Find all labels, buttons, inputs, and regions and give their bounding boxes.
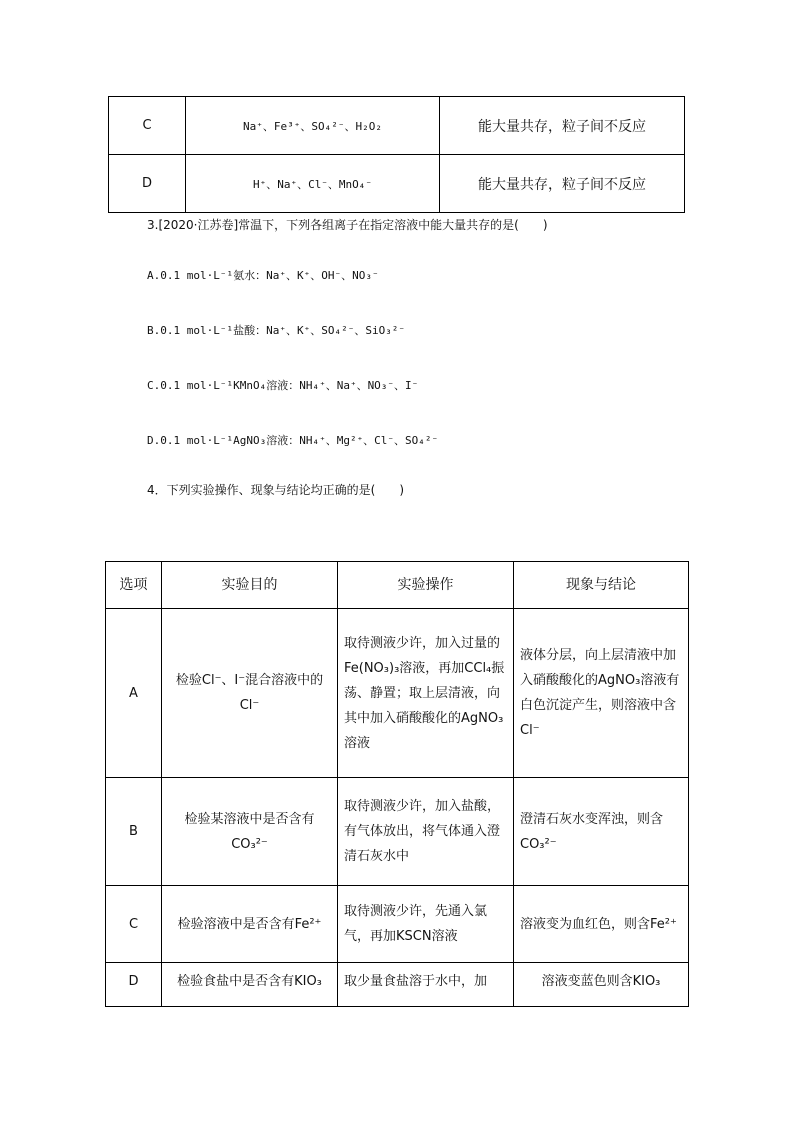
result-cell: 液体分层，向上层清液中加入硝酸酸化的AgNO₃溶液有白色沉淀产生，则溶液中含Cl⁻ bbox=[514, 609, 689, 778]
purpose-cell: 检验Cl⁻、I⁻混合溶液中的Cl⁻ bbox=[162, 609, 338, 778]
table-row bbox=[106, 886, 689, 963]
choice-a: A.0.1 mol·L⁻¹氨水：Na⁺、K⁺、OH⁻、NO₃⁻ bbox=[147, 269, 379, 282]
ion-table bbox=[108, 96, 685, 213]
operation-cell: 取少量食盐溶于水中，加 bbox=[338, 963, 514, 1007]
table-row bbox=[106, 963, 689, 1007]
option-cell: C bbox=[106, 886, 162, 963]
purpose-cell: 检验某溶液中是否含有CO₃²⁻ bbox=[162, 778, 338, 886]
result-cell: 溶液变为血红色，则含Fe²⁺ bbox=[514, 886, 689, 963]
table-row bbox=[109, 155, 685, 213]
option-cell: A bbox=[106, 609, 162, 778]
table-header-row bbox=[106, 562, 689, 609]
option-cell: D bbox=[109, 155, 186, 213]
choice-d: D.0.1 mol·L⁻¹AgNO₃溶液：NH₄⁺、Mg²⁺、Cl⁻、SO₄²⁻ bbox=[147, 434, 439, 447]
table-row bbox=[109, 97, 685, 155]
purpose-cell: 检验食盐中是否含有KIO₃ bbox=[162, 963, 338, 1007]
operation-cell: 取待测液少许，先通入氯气，再加KSCN溶液 bbox=[338, 886, 514, 963]
question-3-stem: 3.[2020·江苏卷]常温下，下列各组离子在指定溶液中能大量共存的是( ) bbox=[147, 218, 548, 232]
question-4-stem: 4．下列实验操作、现象与结论均正确的是( ) bbox=[147, 483, 404, 497]
table-row bbox=[106, 778, 689, 886]
option-cell: D bbox=[106, 963, 162, 1007]
conclusion-cell: 能大量共存，粒子间不反应 bbox=[440, 155, 685, 213]
header-option: 选项 bbox=[106, 562, 162, 609]
option-cell: C bbox=[109, 97, 186, 155]
choice-c: C.0.1 mol·L⁻¹KMnO₄溶液：NH₄⁺、Na⁺、NO₃⁻、I⁻ bbox=[147, 379, 419, 392]
ions-cell: H⁺、Na⁺、Cl⁻、MnO₄⁻ bbox=[186, 155, 440, 213]
conclusion-cell: 能大量共存，粒子间不反应 bbox=[440, 97, 685, 155]
result-cell: 溶液变蓝色则含KIO₃ bbox=[514, 963, 689, 1007]
purpose-cell: 检验溶液中是否含有Fe²⁺ bbox=[162, 886, 338, 963]
header-result: 现象与结论 bbox=[514, 562, 689, 609]
result-cell: 澄清石灰水变浑浊，则含CO₃²⁻ bbox=[514, 778, 689, 886]
option-cell: B bbox=[106, 778, 162, 886]
ions-cell: Na⁺、Fe³⁺、SO₄²⁻、H₂O₂ bbox=[186, 97, 440, 155]
header-operation: 实验操作 bbox=[338, 562, 514, 609]
operation-cell: 取待测液少许，加入过量的Fe(NO₃)₃溶液，再加CCl₄振荡、静置；取上层清液，向其中加入硝酸酸化的AgNO₃溶液 bbox=[338, 609, 514, 778]
operation-cell: 取待测液少许，加入盐酸，有气体放出，将气体通入澄清石灰水中 bbox=[338, 778, 514, 886]
experiment-table bbox=[105, 561, 689, 1007]
table-row bbox=[106, 609, 689, 778]
choice-b: B.0.1 mol·L⁻¹盐酸：Na⁺、K⁺、SO₄²⁻、SiO₃²⁻ bbox=[147, 324, 406, 337]
header-purpose: 实验目的 bbox=[162, 562, 338, 609]
